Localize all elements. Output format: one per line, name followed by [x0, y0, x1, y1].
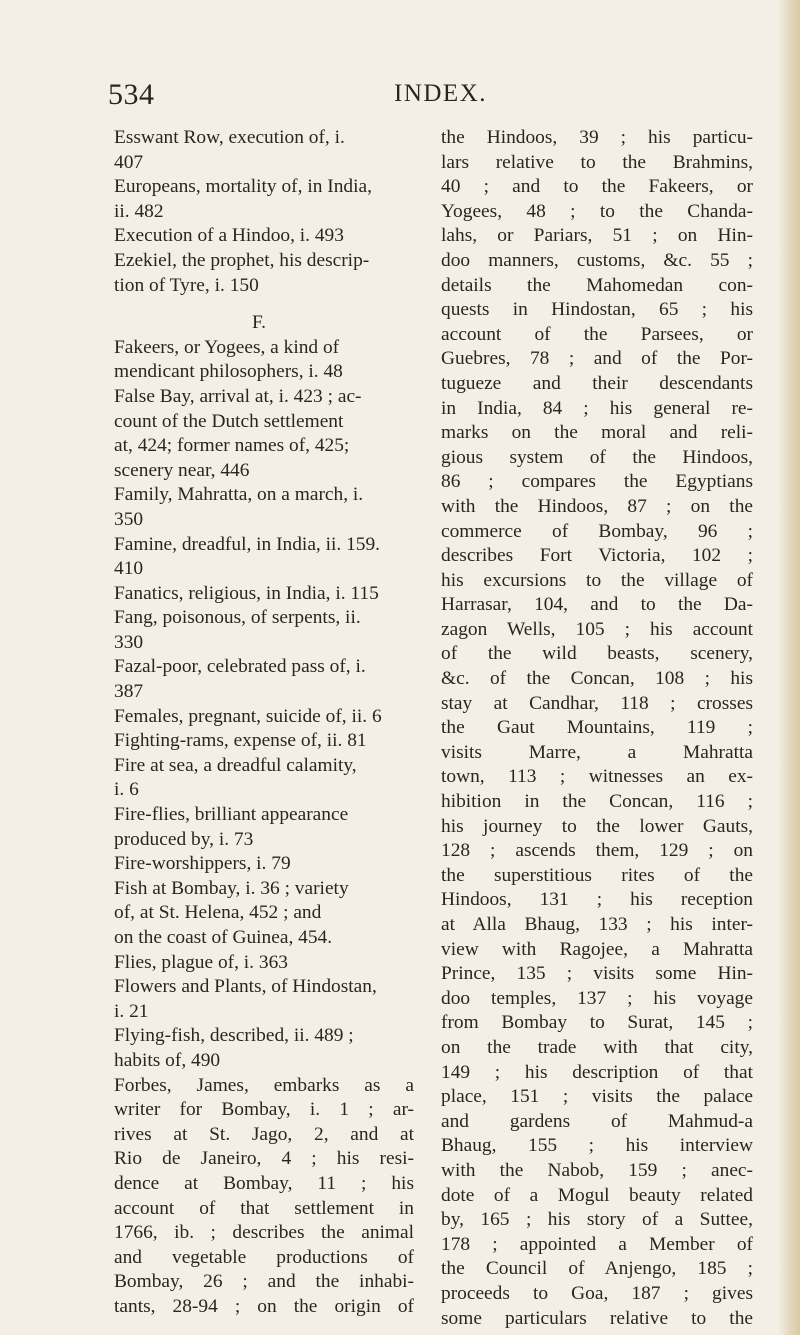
index-entry: Family, Mahratta, on a march, i. 350 [114, 484, 364, 530]
index-entry: Famine, dreadful, in India, ii. 159. 410 [114, 533, 381, 580]
index-entry: Execution of a Hindoo, i. 493 [114, 225, 344, 247]
index-entry: Fire at sea, a dreadful calamity, i. 6 [114, 754, 357, 801]
index-entry: Flies, plague of, i. 363 [114, 951, 288, 973]
running-head: INDEX. [394, 80, 488, 107]
entry-continuation: the Hindoos, 39 ; his particu- lars relative to the Brahmins, 40 ; and to the Fakeers, or Yogees, 48 ; to the Chanda- lahs, or Pariars, 51 ; on Hin- doo manners, customs, &c. 55 ; details the Mahomedan con- quests in Hindostan, 65 ; his account of the Parsees, or Guebres, 78 ; and of the Por- tugueze and their descendants in India, 84 ; his general re- marks on the moral and reli- gious system of the Hindoos, 86 ; compares the Egyptians with the Hindoos, 87 ; on the commerce of Bombay, 96 ; describes Fort Victoria, 102 ; his excursions to the village of Harrasar, 104, and to the Da- zagon Wells, 105 ; his account of the wild beasts, scenery, &c. of the Concan, 108 ; his stay at Candhar, 118 ; crosses the Gaut Mountains, 119 ; visits Marre, a Mahratta town, 113 ; witnesses an ex- hibition in the Concan, 116 ; his journey to the lower Gauts, 128 ; ascends them, 129 ; on the superstitious rites of the Hindoos, 131 ; his reception at Alla Bhaug, 133 ; his inter- view with Ragojee, a Mahratta Prince, 135 ; visits some Hin- doo temples, 137 ; his voyage from Bombay to Surat, 145 ; on the trade with that city, 149 ; his description of that place, 151 ; visits the palace and gardens of Mahmud-a Bhaug, 155 ; his interview with the Nabob, 159 ; anec- dote of a Mogul beauty related by, 165 ; his story of a Suttee, 178 ; appointed a Member of the Council of Anjengo, 185 ; proceeds to Goa, 187 ; gives some particulars relative to the [441, 127, 753, 1329]
index-column-left [114, 126, 414, 1320]
index-entry: Flying-fish, described, ii. 489 ; habits of, 490 [114, 1025, 354, 1071]
index-entry: Fire-flies, brilliant appearance produced by, i. 73 [114, 804, 349, 850]
index-entry: False Bay, arrival at, i. 423 ; ac- count of the Dutch settlement at, 424; former names of, 425; scenery near, 446 [114, 385, 362, 481]
index-entry: Esswant Row, execution of, i. 407 [114, 127, 345, 173]
index-entry: Europeans, mortality of, in India, ii. 482 [114, 176, 372, 222]
index-entry: Females, pregnant, suicide of, ii. 6 [114, 705, 382, 727]
index-entry: Fang, poisonous, of serpents, ii. 330 [114, 607, 361, 653]
letter-heading: F. [251, 312, 267, 334]
index-entry: Fazal-poor, celebrated pass of, i. 387 [114, 656, 366, 703]
index-entry: Ezekiel, the prophet, his descrip- tion of Tyre, i. 150 [114, 249, 370, 296]
entry-group-f [114, 336, 414, 1320]
page-edge [778, 0, 800, 1335]
page-header [108, 78, 638, 118]
index-entry: Fanatics, religious, in India, i. 115 [114, 582, 379, 604]
index-entry: Fakeers, or Yogees, a kind of mendicant philosophers, i. 48 [114, 336, 343, 383]
index-entry: Fish at Bombay, i. 36 ; variety of, at St. Helena, 452 ; and on the coast of Guinea, 454. [114, 877, 349, 948]
entry-group-e [114, 126, 414, 298]
index-entry: Fighting-rams, expense of, ii. 81 [114, 730, 367, 752]
page-number: 534 [108, 78, 155, 111]
index-column-right [441, 126, 753, 1331]
index-entry: Forbes, James, embarks as a writer for Bombay, i. 1 ; ar- rives at St. Jago, 2, and at Rio de Janeiro, 4 ; his resi- dence at Bombay, 11 ; his account of that settlement in 1766, ib. ; describes the animal and vegetable productions of Bombay, 26 ; and the inhabi- tants, 28-94 ; on the origin of [114, 1074, 414, 1317]
index-entry: Flowers and Plants, of Hindostan, i. 21 [114, 976, 377, 1022]
index-entry: Fire-worshippers, i. 79 [114, 853, 291, 875]
